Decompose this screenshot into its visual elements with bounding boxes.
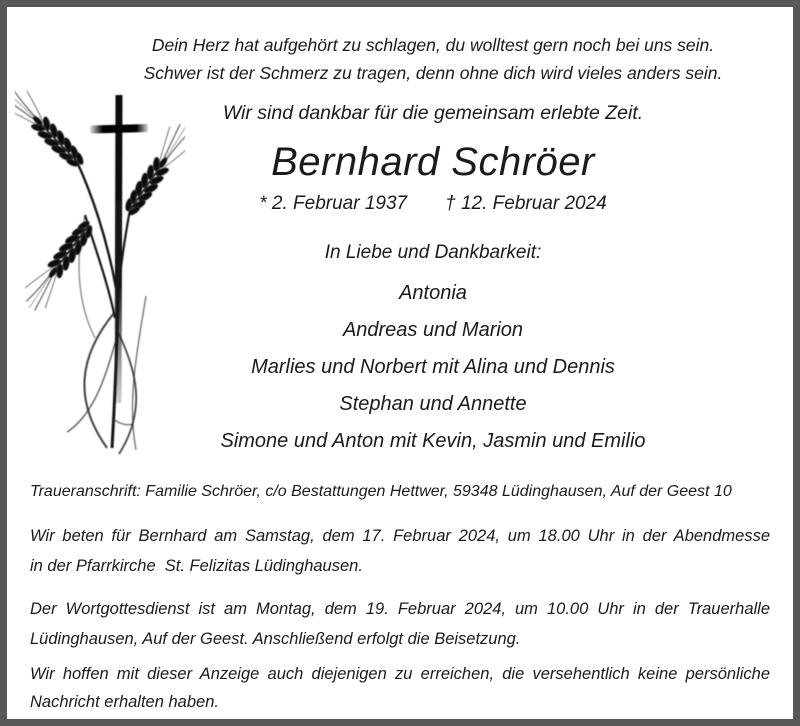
centered-text-column [73, 7, 793, 454]
epigraph-line-1: Dein Herz hat aufgehört zu schlagen, du wolltest gern noch bei uns sein. [151, 35, 715, 55]
gratitude-line: Wir sind dankbar für die gemeinsam erlebte Zeit. [222, 102, 644, 124]
mourner-line: Andreas und Marion [342, 319, 524, 341]
mourners-intro: In Liebe und Dankbarkeit: [324, 242, 542, 263]
birth-date: * 2. Februar 1937 [259, 193, 408, 214]
paragraph-line: Lüdinghausen, Auf der Geest. Anschließend erfolgt die Beisetzung. [30, 630, 521, 648]
epigraph-line-2: Schwer ist der Schmerz zu tragen, denn ohne dich wird vieles anders sein. [143, 63, 723, 83]
mourner-line: Simone und Anton mit Kevin, Jasmin und Emilio [220, 430, 646, 452]
mourner-line: Antonia [399, 282, 467, 304]
life-dates [73, 190, 793, 217]
epigraph [73, 7, 793, 87]
death-date: † 12. Februar 2024 [445, 193, 607, 214]
notification-paragraph [30, 660, 770, 716]
mass-paragraph [30, 521, 770, 581]
mourner-line: Marlies und Norbert mit Alina und Dennis [251, 356, 615, 378]
paragraph-line: in der Pfarrkirche St. Felizitas Lüdinghausen. [30, 557, 363, 575]
mourner-line: Stephan und Annette [339, 393, 527, 415]
paragraph-line: Wir hoffen mit dieser Anzeige auch diejenigen zu erreichen, die versehentlich keine persönliche [30, 665, 770, 683]
mourning-address: Traueranschrift: Familie Schröer, c/o Bestattungen Hettwer, 59348 Lüdinghausen, Auf der Geest 10 [30, 483, 732, 500]
body-text-column [7, 481, 793, 716]
funeral-service-paragraph [30, 594, 770, 654]
paragraph-line: Der Wortgottesdienst ist am Montag, dem 19. Februar 2024, um 10.00 Uhr in der Trauerhalle [30, 600, 770, 618]
paragraph-line: Wir beten für Bernhard am Samstag, dem 17. Februar 2024, um 18.00 Uhr in der Abendmesse [30, 527, 770, 545]
deceased-name: Bernhard Schröer [271, 140, 595, 184]
paragraph-line: Nachricht erhalten haben. [30, 693, 219, 711]
